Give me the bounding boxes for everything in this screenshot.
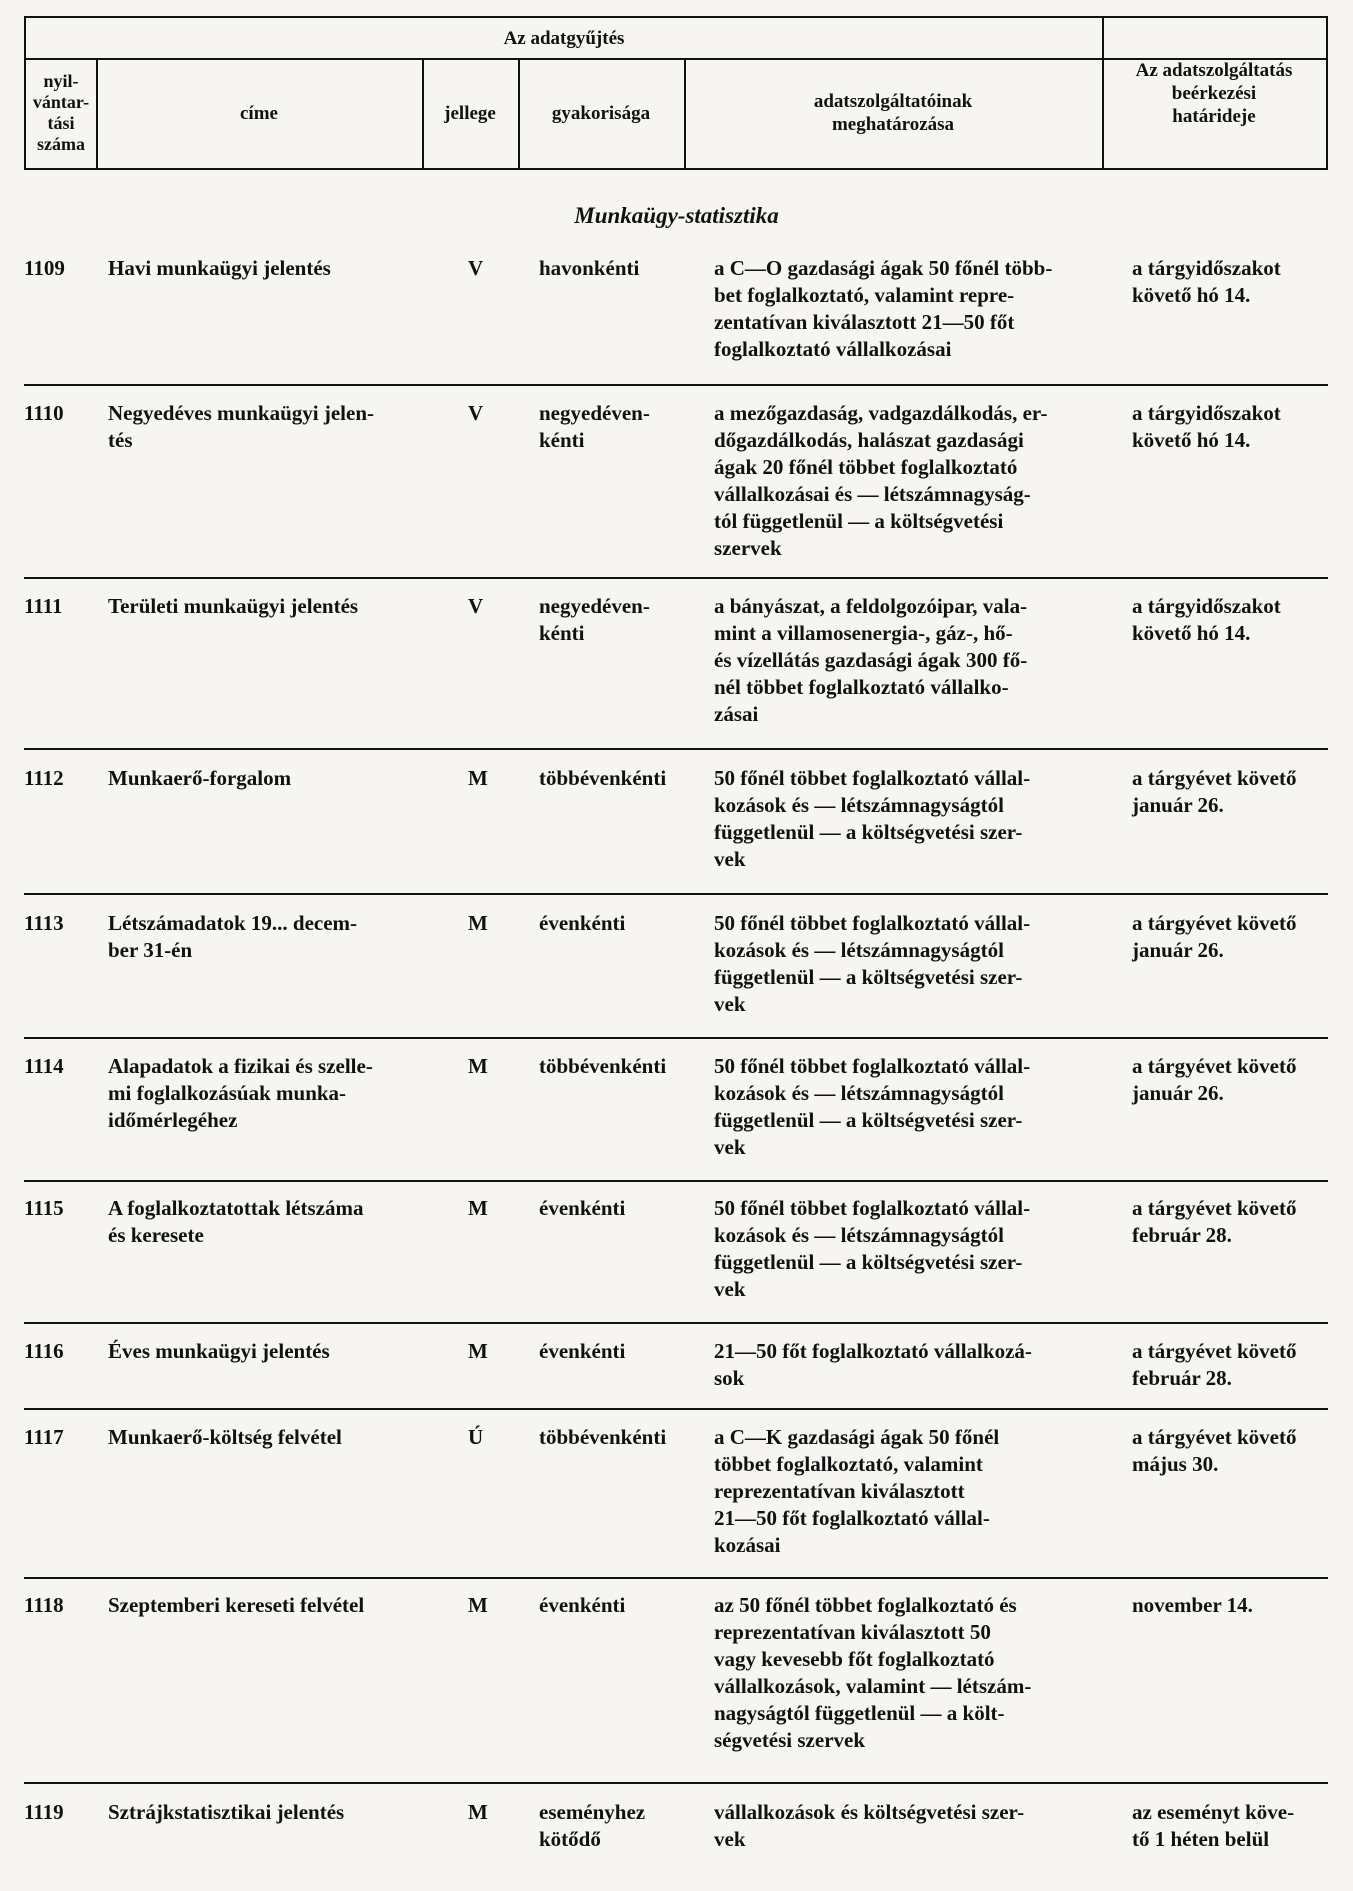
row-title: Területi munkaügyi jelentés — [108, 594, 359, 618]
row-frequency: negyedéven- kénti — [539, 594, 650, 645]
row-providers: az 50 főnél többet foglalkoztató és reprezentatívan kiválasztott 50 vagy kevesebb főt foglalkoztató vállalkozások, valamint — létszám- nagyságtól függetlenül — a költ- ségvetési szervek — [714, 1593, 1032, 1752]
row-deadline: a tárgyévet követő január 26. — [1132, 911, 1297, 962]
row-number: 1118 — [24, 1593, 64, 1617]
row-frequency: többévenkénti — [539, 1054, 667, 1078]
row-providers: a mezőgazdaság, vadgazdálkodás, er- dőgazdálkodás, halászat gazdasági ágak 20 főnél többet foglalkoztató vállalkozásai és — létszámnagyság- tól függetlenül — a költségvetési szervek — [714, 401, 1048, 560]
row-title: Havi munkaügyi jelentés — [108, 256, 331, 280]
header-col-type: jellege — [444, 102, 496, 124]
row-number: 1113 — [24, 911, 64, 935]
row-number: 1110 — [24, 401, 64, 425]
row-type: M — [468, 911, 488, 935]
row-deadline: az eseményt köve- tő 1 héten belül — [1132, 1800, 1295, 1851]
row-frequency: évenkénti — [539, 911, 626, 935]
row-providers: 50 főnél többet foglalkoztató vállal- kozások és — létszámnagyságtól függetlenül — a költségvetési szer- vek — [714, 766, 1031, 871]
row-deadline: a tárgyévet követő január 26. — [1132, 1054, 1297, 1105]
row-number: 1109 — [24, 256, 65, 280]
row-deadline: a tárgyidőszakot követő hó 14. — [1132, 256, 1281, 307]
row-type: V — [468, 594, 484, 618]
row-divider — [24, 1577, 1328, 1579]
row-deadline: a tárgyévet követő január 26. — [1132, 766, 1297, 817]
row-title: Szeptemberi kereseti felvétel — [108, 1593, 365, 1617]
header-col-frequency: gyakorisága — [551, 102, 651, 124]
row-frequency: többévenkénti — [539, 766, 667, 790]
row-divider — [24, 1037, 1328, 1039]
row-providers: 50 főnél többet foglalkoztató vállal- kozások és — létszámnagyságtól függetlenül — a költségvetési szer- vek — [714, 1196, 1031, 1301]
row-providers: a C—O gazdasági ágak 50 főnél több- bet foglalkoztató, valamint repre- zentatívan kiválasztott 21—50 főt foglalkoztató vállalkozásai — [714, 256, 1053, 361]
header-col-number: nyil- vántar- tási száma — [32, 71, 90, 154]
section-title: Munkaügy-statisztika — [574, 203, 779, 228]
row-providers: a C—K gazdasági ágak 50 főnél többet foglalkoztató, valamint reprezentatívan kiválasztott 21—50 főt foglalkoztató vállal- kozásai — [714, 1425, 1000, 1557]
row-frequency: negyedéven- kénti — [539, 401, 650, 452]
row-title: Sztrájkstatisztikai jelentés — [108, 1800, 345, 1824]
row-number: 1117 — [24, 1425, 64, 1449]
row-divider — [24, 893, 1328, 895]
row-deadline: a tárgyidőszakot követő hó 14. — [1132, 594, 1281, 645]
row-divider — [24, 1408, 1328, 1410]
row-title: Éves munkaügyi jelentés — [108, 1339, 330, 1363]
row-frequency: havonkénti — [539, 256, 640, 280]
row-frequency: évenkénti — [539, 1196, 626, 1220]
row-title: Munkaerő-költség felvétel — [108, 1425, 342, 1449]
row-number: 1114 — [24, 1054, 64, 1078]
row-deadline: a tárgyévet követő február 28. — [1132, 1196, 1297, 1247]
row-providers: vállalkozások és költségvetési szer- vek — [714, 1800, 1025, 1851]
row-type: M — [468, 1054, 488, 1078]
row-type: M — [468, 1800, 488, 1824]
row-divider — [24, 1180, 1328, 1182]
row-deadline: a tárgyidőszakot követő hó 14. — [1132, 401, 1281, 452]
header-col-deadline: Az adatszolgáltatás beérkezési határideje — [1135, 59, 1293, 127]
row-deadline: a tárgyévet követő február 28. — [1132, 1339, 1297, 1390]
table-header — [24, 16, 1328, 170]
row-providers: 50 főnél többet foglalkoztató vállal- kozások és — létszámnagyságtól függetlenül — a költségvetési szer- vek — [714, 1054, 1031, 1159]
row-type: M — [468, 1593, 488, 1617]
row-deadline: november 14. — [1132, 1593, 1253, 1617]
row-number: 1112 — [24, 766, 64, 790]
row-divider — [24, 1322, 1328, 1324]
row-title: Alapadatok a fizikai és szelle- mi foglalkozásúak munka- időmérlegéhez — [108, 1054, 373, 1132]
row-type: V — [468, 401, 484, 425]
row-title: A foglalkoztatottak létszáma és keresete — [108, 1196, 364, 1247]
row-frequency: évenkénti — [539, 1339, 626, 1363]
header-col-providers: adatszolgáltatóinak meghatározása — [813, 91, 973, 135]
row-type: M — [468, 1339, 488, 1363]
row-divider — [24, 577, 1328, 579]
header-group: Az adatgyűjtés — [503, 27, 625, 49]
row-number: 1115 — [24, 1196, 64, 1220]
row-number: 1111 — [24, 594, 63, 618]
header-col-title: címe — [240, 102, 278, 124]
row-frequency: eseményhez kötődő — [539, 1800, 646, 1851]
row-type: V — [468, 256, 484, 280]
row-providers: 21—50 főt foglalkoztató vállalkozá- sok — [714, 1339, 1032, 1390]
row-providers: 50 főnél többet foglalkoztató vállal- kozások és — létszámnagyságtól függetlenül — a költségvetési szer- vek — [714, 911, 1031, 1016]
row-type: M — [468, 766, 488, 790]
row-frequency: többévenkénti — [539, 1425, 667, 1449]
row-type: M — [468, 1196, 488, 1220]
row-frequency: évenkénti — [539, 1593, 626, 1617]
row-divider — [24, 384, 1328, 386]
row-divider — [24, 748, 1328, 750]
row-providers: a bányászat, a feldolgozóipar, vala- mint a villamosenergia-, gáz-, hő- és vízellátás gazdasági ágak 300 fő- nél többet foglalkoztató vállalko- zásai — [714, 594, 1028, 726]
row-type: Ú — [468, 1425, 484, 1449]
row-number: 1116 — [24, 1339, 64, 1363]
row-title: Létszámadatok 19... decem- ber 31-én — [108, 911, 358, 962]
row-title: Munkaerő-forgalom — [108, 766, 292, 790]
row-deadline: a tárgyévet követő május 30. — [1132, 1425, 1297, 1476]
row-divider — [24, 1782, 1328, 1784]
row-title: Negyedéves munkaügyi jelen- tés — [108, 401, 374, 452]
row-number: 1119 — [24, 1800, 64, 1824]
